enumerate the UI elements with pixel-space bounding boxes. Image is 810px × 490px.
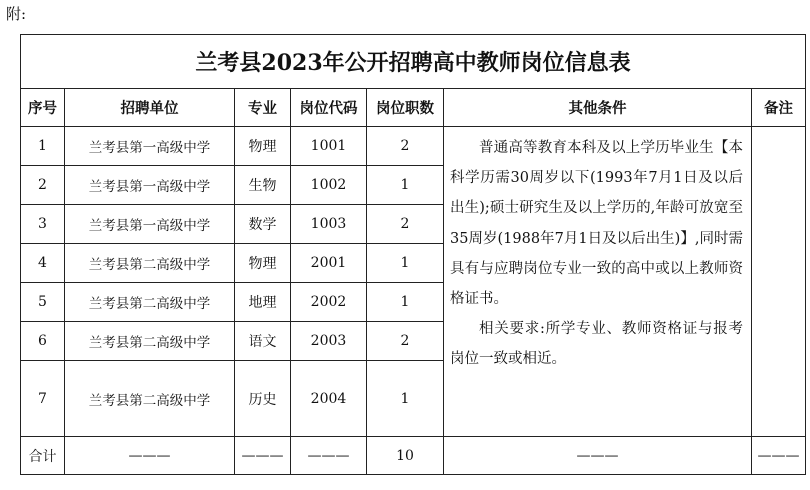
cell-count: 1: [367, 244, 444, 283]
cell-major: 生物: [235, 166, 291, 205]
cell-code: 1002: [291, 166, 367, 205]
table-row: [21, 127, 806, 166]
cell-major: 语文: [235, 322, 291, 361]
total-remark: ———: [752, 437, 806, 475]
cell-major: 数学: [235, 205, 291, 244]
cell-unit: 兰考县第二高级中学: [65, 322, 235, 361]
header-row: [21, 89, 806, 127]
header-count: 岗位职数: [367, 89, 444, 127]
header-major: 专业: [235, 89, 291, 127]
cell-count: 1: [367, 166, 444, 205]
cell-code: 2003: [291, 322, 367, 361]
total-unit: ———: [65, 437, 235, 475]
cell-count: 1: [367, 283, 444, 322]
cell-unit: 兰考县第二高级中学: [65, 244, 235, 283]
cell-seq: 3: [21, 205, 65, 244]
cell-unit: 兰考县第一高级中学: [65, 127, 235, 166]
table-title: 兰考县2023年公开招聘高中教师岗位信息表: [21, 35, 806, 89]
cell-seq: 5: [21, 283, 65, 322]
cell-count: 2: [367, 205, 444, 244]
cell-code: 2004: [291, 361, 367, 437]
total-label: 合计: [21, 437, 65, 475]
cell-code: 2002: [291, 283, 367, 322]
header-conditions: 其他条件: [444, 89, 752, 127]
header-remark: 备注: [752, 89, 806, 127]
cell-unit: 兰考县第二高级中学: [65, 361, 235, 437]
cell-major: 物理: [235, 127, 291, 166]
total-conditions: ———: [444, 437, 752, 475]
cell-major: 地理: [235, 283, 291, 322]
attachment-label: 附:: [6, 5, 27, 23]
cell-count: 1: [367, 361, 444, 437]
cell-code: 2001: [291, 244, 367, 283]
conditions-cell: [444, 127, 752, 437]
total-code: ———: [291, 437, 367, 475]
header-seq: 序号: [21, 89, 65, 127]
job-info-table: [20, 34, 806, 475]
cell-count: 2: [367, 322, 444, 361]
conditions-paragraph-2: 相关要求:所学专业、教师资格证与报考岗位一致或相近。: [450, 321, 743, 368]
conditions-paragraph-1: 普通高等教育本科及以上学历毕业生【本科学历需30周岁以下(1993年7月1日及以后出生);硕士研究生及以上学历的,年龄可放宽至35周岁(1988年7月1日及以后出生)】,同时需具有与应聘岗位专业一致的高中或以上教师资格证书。: [450, 140, 743, 308]
total-count: 10: [367, 437, 444, 475]
cell-seq: 1: [21, 127, 65, 166]
cell-seq: 2: [21, 166, 65, 205]
cell-count: 2: [367, 127, 444, 166]
cell-code: 1003: [291, 205, 367, 244]
cell-seq: 6: [21, 322, 65, 361]
header-unit: 招聘单位: [65, 89, 235, 127]
remark-cell: [752, 127, 806, 437]
cell-code: 1001: [291, 127, 367, 166]
cell-unit: 兰考县第二高级中学: [65, 283, 235, 322]
total-row: [21, 437, 806, 475]
cell-seq: 7: [21, 361, 65, 437]
header-code: 岗位代码: [291, 89, 367, 127]
cell-major: 历史: [235, 361, 291, 437]
cell-major: 物理: [235, 244, 291, 283]
cell-unit: 兰考县第一高级中学: [65, 166, 235, 205]
cell-unit: 兰考县第一高级中学: [65, 205, 235, 244]
total-major: ———: [235, 437, 291, 475]
cell-seq: 4: [21, 244, 65, 283]
